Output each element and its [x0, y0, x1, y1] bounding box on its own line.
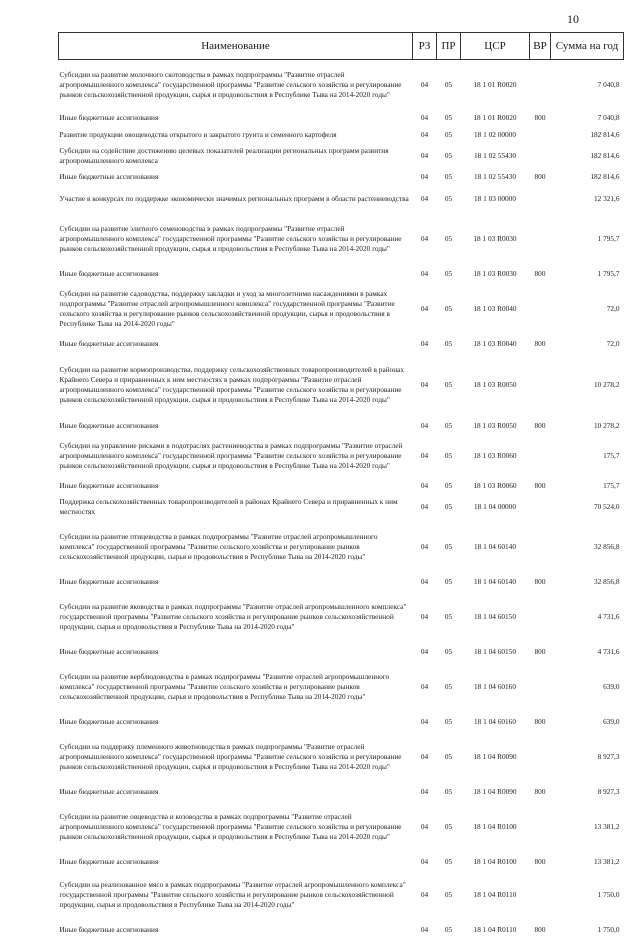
row-vr-cell: 800: [534, 480, 546, 490]
row-csr-cell: 18 1 04 60150: [474, 646, 516, 656]
row-sum-cell: 10 278,2: [593, 420, 620, 430]
row-csr-cell: 18 1 04 60140: [474, 541, 516, 551]
row-rz-cell: 04: [420, 576, 429, 586]
row-pr-cell: 05: [444, 751, 453, 761]
row-csr-cell: 18 1 03 R0060: [473, 480, 517, 490]
row-csr-cell: 18 1 03 R0050: [473, 420, 517, 430]
row-pr-cell: 05: [444, 889, 453, 899]
table-row: [59, 854, 624, 870]
row-vr-cell: 800: [534, 856, 546, 866]
row-rz-cell: 04: [420, 233, 429, 243]
header-rz: РЗ: [413, 33, 437, 60]
row-csr-cell: 18 1 01 R0020: [473, 79, 517, 89]
row-vr-cell: 800: [534, 420, 546, 430]
row-vr-cell: 800: [534, 338, 546, 348]
row-rz-cell: 04: [420, 646, 429, 656]
table-row: [59, 336, 624, 352]
row-name-cell: Субсидии на управление рисками в подотраслях растениеводства в рамках подпрограммы "Развитие отраслей агропромышленного комплекса" государственной программы "Развитие сельского хозяйства и регулирование рынков сельскохозяйственной продукции, сырья и продовольствия в Республике Тыва на 2014-2020 годы": [59, 440, 403, 470]
table-row: [59, 282, 624, 336]
row-sum-cell: 175,7: [603, 480, 620, 490]
row-csr-cell: 18 1 03 R0040: [473, 303, 517, 313]
row-name-cell: Развитие продукции овощеводства открытого и закрытого грунта и семенного картофеля: [59, 129, 337, 139]
row-rz-cell: 04: [420, 541, 429, 551]
row-sum-cell: 7 040,8: [597, 79, 620, 89]
row-sum-cell: 4 731,6: [597, 611, 620, 621]
row-pr-cell: 05: [444, 681, 453, 691]
row-pr-cell: 05: [444, 79, 453, 89]
table-row: [59, 110, 624, 127]
row-sum-cell: 32 856,8: [593, 576, 620, 586]
row-name-cell: Иные бюджетные ассигнования: [59, 420, 159, 430]
row-name-cell: Субсидии на развитие молочного скотоводства в рамках подпрограммы "Развитие отраслей агропромышленного комплекса" государственной программы "Развитие сельского хозяйства и регулирование рынков сельскохозяйственной продукции, сырья и продовольствия в Республике Тыва на 2014-2020 годы": [59, 69, 402, 99]
row-pr-cell: 05: [444, 303, 453, 313]
row-pr-cell: 05: [444, 856, 453, 866]
row-rz-cell: 04: [420, 79, 429, 89]
row-pr-cell: 05: [444, 338, 453, 348]
row-vr-cell: [530, 352, 551, 418]
row-rz-cell: 04: [420, 172, 429, 181]
row-sum-cell: 1 795,7: [597, 233, 620, 243]
row-csr-cell: 18 1 04 00000: [474, 501, 516, 511]
row-vr-cell: [530, 434, 551, 478]
row-name-cell: Иные бюджетные ассигнования: [59, 786, 159, 796]
row-name-cell: Субсидии на развитие садоводства, поддержку закладки и уход за многолетними насаждениями в рамках подпрограммы "Развитие отраслей агропромышленного комплекса" государственной программы "Развитие сельского хозяйства и регулирование рынков сельскохозяйственной продукции, сырья и продовольствия в Республике Тыва на 2014-2020 годы": [59, 288, 395, 328]
budget-table: [58, 32, 624, 940]
table-row: [59, 169, 624, 186]
row-name-cell: Субсидии на развитие элитного семеноводства в рамках подпрограммы "Развитие отраслей агропромышленного комплекса" государственной программы "Развитие сельского хозяйства и регулирование рынков сельскохозяйственной продукции, сырья и продовольствия в Республике Тыва на 2014-2020 годы": [59, 223, 402, 253]
row-vr-cell: [530, 660, 551, 714]
row-sum-cell: 1 750,0: [597, 924, 620, 934]
row-pr-cell: 05: [444, 233, 453, 243]
row-sum-cell: 7 040,8: [597, 113, 620, 122]
row-name-cell: Поддержка сельскохозяйственных товаропроизводителей в районах Крайнего Севера и приравненных к ним местностях: [59, 496, 398, 516]
row-csr-cell: 18 1 02 55430: [474, 150, 516, 160]
row-pr-cell: 05: [444, 268, 453, 278]
row-vr-cell: [530, 494, 551, 520]
row-csr-cell: 18 1 02 00000: [474, 129, 516, 139]
row-rz-cell: 04: [420, 480, 429, 490]
row-name-cell: Субсидии на поддержку племенного животноводства в рамках подпрограммы "Развитие отраслей агропромышленного комплекса" государственной программы "Развитие сельского хозяйства и регулирование рынков сельскохозяйственной продукции, сырья и продовольствия в Республике Тыва на 2014-2020 годы": [59, 741, 402, 771]
row-sum-cell: 12 321,6: [593, 193, 620, 203]
table-row: [59, 186, 624, 212]
row-name-cell: Иные бюджетные ассигнования: [59, 924, 159, 934]
row-sum-cell: 182 814,6: [590, 172, 620, 181]
table-row: [59, 730, 624, 784]
table-header-row: [59, 33, 624, 60]
row-csr-cell: 18 1 04 R0090: [473, 786, 517, 796]
table-row: [59, 574, 624, 590]
row-vr-cell: 800: [534, 268, 546, 278]
page-number: 10: [567, 12, 579, 26]
row-rz-cell: 04: [420, 303, 429, 313]
table-row: [59, 590, 624, 644]
row-csr-cell: 18 1 04 R0110: [473, 924, 517, 934]
table-row: [59, 800, 624, 854]
row-rz-cell: 04: [420, 193, 429, 203]
row-name-cell: Субсидии на развитие птицеводства в рамках подпрограммы "Развитие отраслей агропромышленного комплекса" государственной программы "Развитие сельского хозяйства и регулирование рынков сельскохозяйственной продукции, сырья и продовольствия в Республике Тыва на 2014-2020 годы": [59, 531, 378, 561]
table-row: [59, 478, 624, 494]
row-pr-cell: 05: [444, 576, 453, 586]
row-vr-cell: [530, 143, 551, 169]
row-rz-cell: 04: [420, 681, 429, 691]
row-rz-cell: 04: [420, 751, 429, 761]
row-pr-cell: 05: [444, 821, 453, 831]
row-vr-cell: [530, 186, 551, 212]
row-vr-cell: 800: [534, 786, 546, 796]
table-row: [59, 784, 624, 800]
row-name-cell: Субсидии на развитие овцеводства и козоводства в рамках подпрограммы "Развитие отраслей агропромышленного комплекса" государственной программы "Развитие сельского хозяйства и регулирование рынков сельскохозяйственной продукции, сырья и продовольствия в Республике Тыва на 2014-2020 годы": [59, 811, 402, 841]
row-vr-cell: [530, 127, 551, 143]
row-pr-cell: 05: [444, 379, 453, 389]
row-csr-cell: 18 1 04 R0100: [473, 856, 517, 866]
table-row: [59, 870, 624, 920]
row-pr-cell: 05: [444, 786, 453, 796]
row-vr-cell: [530, 282, 551, 336]
row-vr-cell: [530, 520, 551, 574]
table-row: [59, 60, 624, 110]
row-pr-cell: 05: [444, 646, 453, 656]
row-rz-cell: 04: [420, 716, 429, 726]
row-rz-cell: 04: [420, 379, 429, 389]
row-vr-cell: [530, 60, 551, 110]
row-pr-cell: 05: [444, 420, 453, 430]
row-pr-cell: 05: [444, 501, 453, 511]
row-name-cell: Иные бюджетные ассигнования: [59, 113, 159, 122]
row-name-cell: Участие в конкурсах по поддержке экономически значимых региональных программ в области растениеводства: [59, 193, 409, 203]
header-sum: Сумма на год: [551, 33, 624, 60]
row-name-cell: Субсидии на развитие кормопроизводства, поддержку сельскохозяйственных товаропроизводителей в районах Крайнего Севера и приравненных к ним местностях в рамках подпрограммы "Развитие отраслей агропромышленного комплекса" государственной программы "Развитие сельского хозяйства и регулирование рынков сельскохозяйственной продукции, сырья и продовольствия в Республике Тыва на 2014-2020 годы": [59, 364, 405, 404]
row-pr-cell: 05: [444, 716, 453, 726]
row-name-cell: Иные бюджетные ассигнования: [59, 856, 159, 866]
row-csr-cell: 18 1 03 R0040: [473, 338, 517, 348]
row-pr-cell: 05: [444, 541, 453, 551]
row-vr-cell: [530, 212, 551, 266]
row-pr-cell: 05: [444, 113, 453, 122]
row-vr-cell: [530, 800, 551, 854]
row-csr-cell: 18 1 03 R0030: [473, 268, 517, 278]
row-rz-cell: 04: [420, 924, 429, 934]
row-vr-cell: 800: [534, 924, 546, 934]
row-vr-cell: [530, 590, 551, 644]
row-sum-cell: 1 795,7: [597, 268, 620, 278]
row-name-cell: Субсидии на реализованное мясо в рамках подпрограммы "Развитие отраслей агропромышленного комплекса" государственной программы "Развитие сельского хозяйства и регулирование рынков сельскохозяйственной продукции, сырья и продовольствия в Республике Тыва на 2014-2020 годы": [59, 879, 406, 909]
row-pr-cell: 05: [444, 172, 453, 181]
row-csr-cell: 18 1 04 60150: [474, 611, 516, 621]
row-sum-cell: 72,0: [606, 303, 620, 313]
row-sum-cell: 70 524,0: [593, 501, 620, 511]
row-pr-cell: 05: [444, 450, 453, 460]
table-row: [59, 418, 624, 434]
row-csr-cell: 18 1 04 R0100: [473, 821, 517, 831]
row-sum-cell: 10 278,2: [593, 379, 620, 389]
table-row: [59, 714, 624, 730]
table-row: [59, 494, 624, 520]
row-rz-cell: 04: [420, 268, 429, 278]
row-csr-cell: 18 1 04 60160: [474, 681, 516, 691]
table-row: [59, 644, 624, 660]
row-sum-cell: 13 381,2: [593, 856, 620, 866]
row-vr-cell: 800: [534, 172, 546, 181]
row-sum-cell: 182 814,6: [590, 129, 620, 139]
row-sum-cell: 8 927,3: [597, 786, 620, 796]
row-csr-cell: 18 1 02 55430: [474, 172, 516, 181]
row-csr-cell: 18 1 03 R0060: [473, 450, 517, 460]
row-sum-cell: 639,0: [603, 716, 620, 726]
row-name-cell: Субсидии на содействие достижению целевых показателей реализации региональных программ развития агропромышленного комплекса: [59, 145, 389, 165]
row-pr-cell: 05: [444, 924, 453, 934]
table-row: [59, 127, 624, 143]
row-rz-cell: 04: [420, 856, 429, 866]
row-vr-cell: 800: [534, 716, 546, 726]
table-row: [59, 920, 624, 940]
row-rz-cell: 04: [420, 338, 429, 348]
row-sum-cell: 639,0: [603, 681, 620, 691]
row-vr-cell: [530, 730, 551, 784]
row-name-cell: Субсидии на развитие яководства в рамках подпрограммы "Развитие отраслей агропромышленного комплекса" государственной программы "Развитие сельского хозяйства и регулирование рынков сельскохозяйственной продукции, сырья и продовольствия в Республике Тыва на 2014-2020 годы": [59, 601, 407, 631]
row-rz-cell: 04: [420, 129, 429, 139]
row-csr-cell: 18 1 01 R0020: [473, 113, 517, 122]
row-rz-cell: 04: [420, 501, 429, 511]
row-sum-cell: 4 731,6: [597, 646, 620, 656]
row-csr-cell: 18 1 03 00000: [474, 193, 516, 203]
row-sum-cell: 1 750,0: [597, 889, 620, 899]
row-name-cell: Иные бюджетные ассигнования: [59, 480, 159, 490]
row-pr-cell: 05: [444, 129, 453, 139]
row-name-cell: Субсидии на развитие верблюдоводства в рамках подпрограммы "Развитие отраслей агропромышленного комплекса" государственной программы "Развитие сельского хозяйства и регулирование рынков сельскохозяйственной продукции, сырья и продовольствия в Республике Тыва на 2014-2020 годы": [59, 671, 390, 701]
table-row: [59, 660, 624, 714]
row-sum-cell: 32 856,8: [593, 541, 620, 551]
row-rz-cell: 04: [420, 889, 429, 899]
table-row: [59, 352, 624, 418]
row-pr-cell: 05: [444, 611, 453, 621]
table-row: [59, 266, 624, 282]
row-csr-cell: 18 1 03 R0030: [473, 233, 517, 243]
row-csr-cell: 18 1 04 60160: [474, 716, 516, 726]
row-sum-cell: 72,0: [606, 338, 620, 348]
row-pr-cell: 05: [444, 480, 453, 490]
row-pr-cell: 05: [444, 150, 453, 160]
row-sum-cell: 182 814,6: [590, 150, 620, 160]
row-rz-cell: 04: [420, 786, 429, 796]
table-body: [59, 60, 624, 940]
row-rz-cell: 04: [420, 420, 429, 430]
row-rz-cell: 04: [420, 821, 429, 831]
row-csr-cell: 18 1 04 60140: [474, 576, 516, 586]
row-csr-cell: 18 1 03 R0050: [473, 379, 517, 389]
row-rz-cell: 04: [420, 113, 429, 122]
table-row: [59, 520, 624, 574]
table-row: [59, 143, 624, 169]
table-row: [59, 434, 624, 478]
row-vr-cell: 800: [534, 576, 546, 586]
row-name-cell: Иные бюджетные ассигнования: [59, 646, 159, 656]
row-vr-cell: 800: [534, 113, 546, 122]
table-row: [59, 212, 624, 266]
row-name-cell: Иные бюджетные ассигнования: [59, 268, 159, 278]
row-rz-cell: 04: [420, 450, 429, 460]
header-vr: ВР: [530, 33, 551, 60]
row-name-cell: Иные бюджетные ассигнования: [59, 576, 159, 586]
row-csr-cell: 18 1 04 R0110: [473, 889, 517, 899]
header-name: Наименование: [59, 33, 413, 60]
header-csr: ЦСР: [461, 33, 530, 60]
row-sum-cell: 8 927,3: [597, 751, 620, 761]
header-pr: ПР: [437, 33, 461, 60]
row-name-cell: Иные бюджетные ассигнования: [59, 172, 159, 181]
row-vr-cell: 800: [534, 646, 546, 656]
row-rz-cell: 04: [420, 150, 429, 160]
row-sum-cell: 13 381,2: [593, 821, 620, 831]
row-pr-cell: 05: [444, 193, 453, 203]
row-csr-cell: 18 1 04 R0090: [473, 751, 517, 761]
row-rz-cell: 04: [420, 611, 429, 621]
row-name-cell: Иные бюджетные ассигнования: [59, 338, 159, 348]
row-sum-cell: 175,7: [603, 450, 620, 460]
row-vr-cell: [530, 870, 551, 920]
row-name-cell: Иные бюджетные ассигнования: [59, 716, 159, 726]
